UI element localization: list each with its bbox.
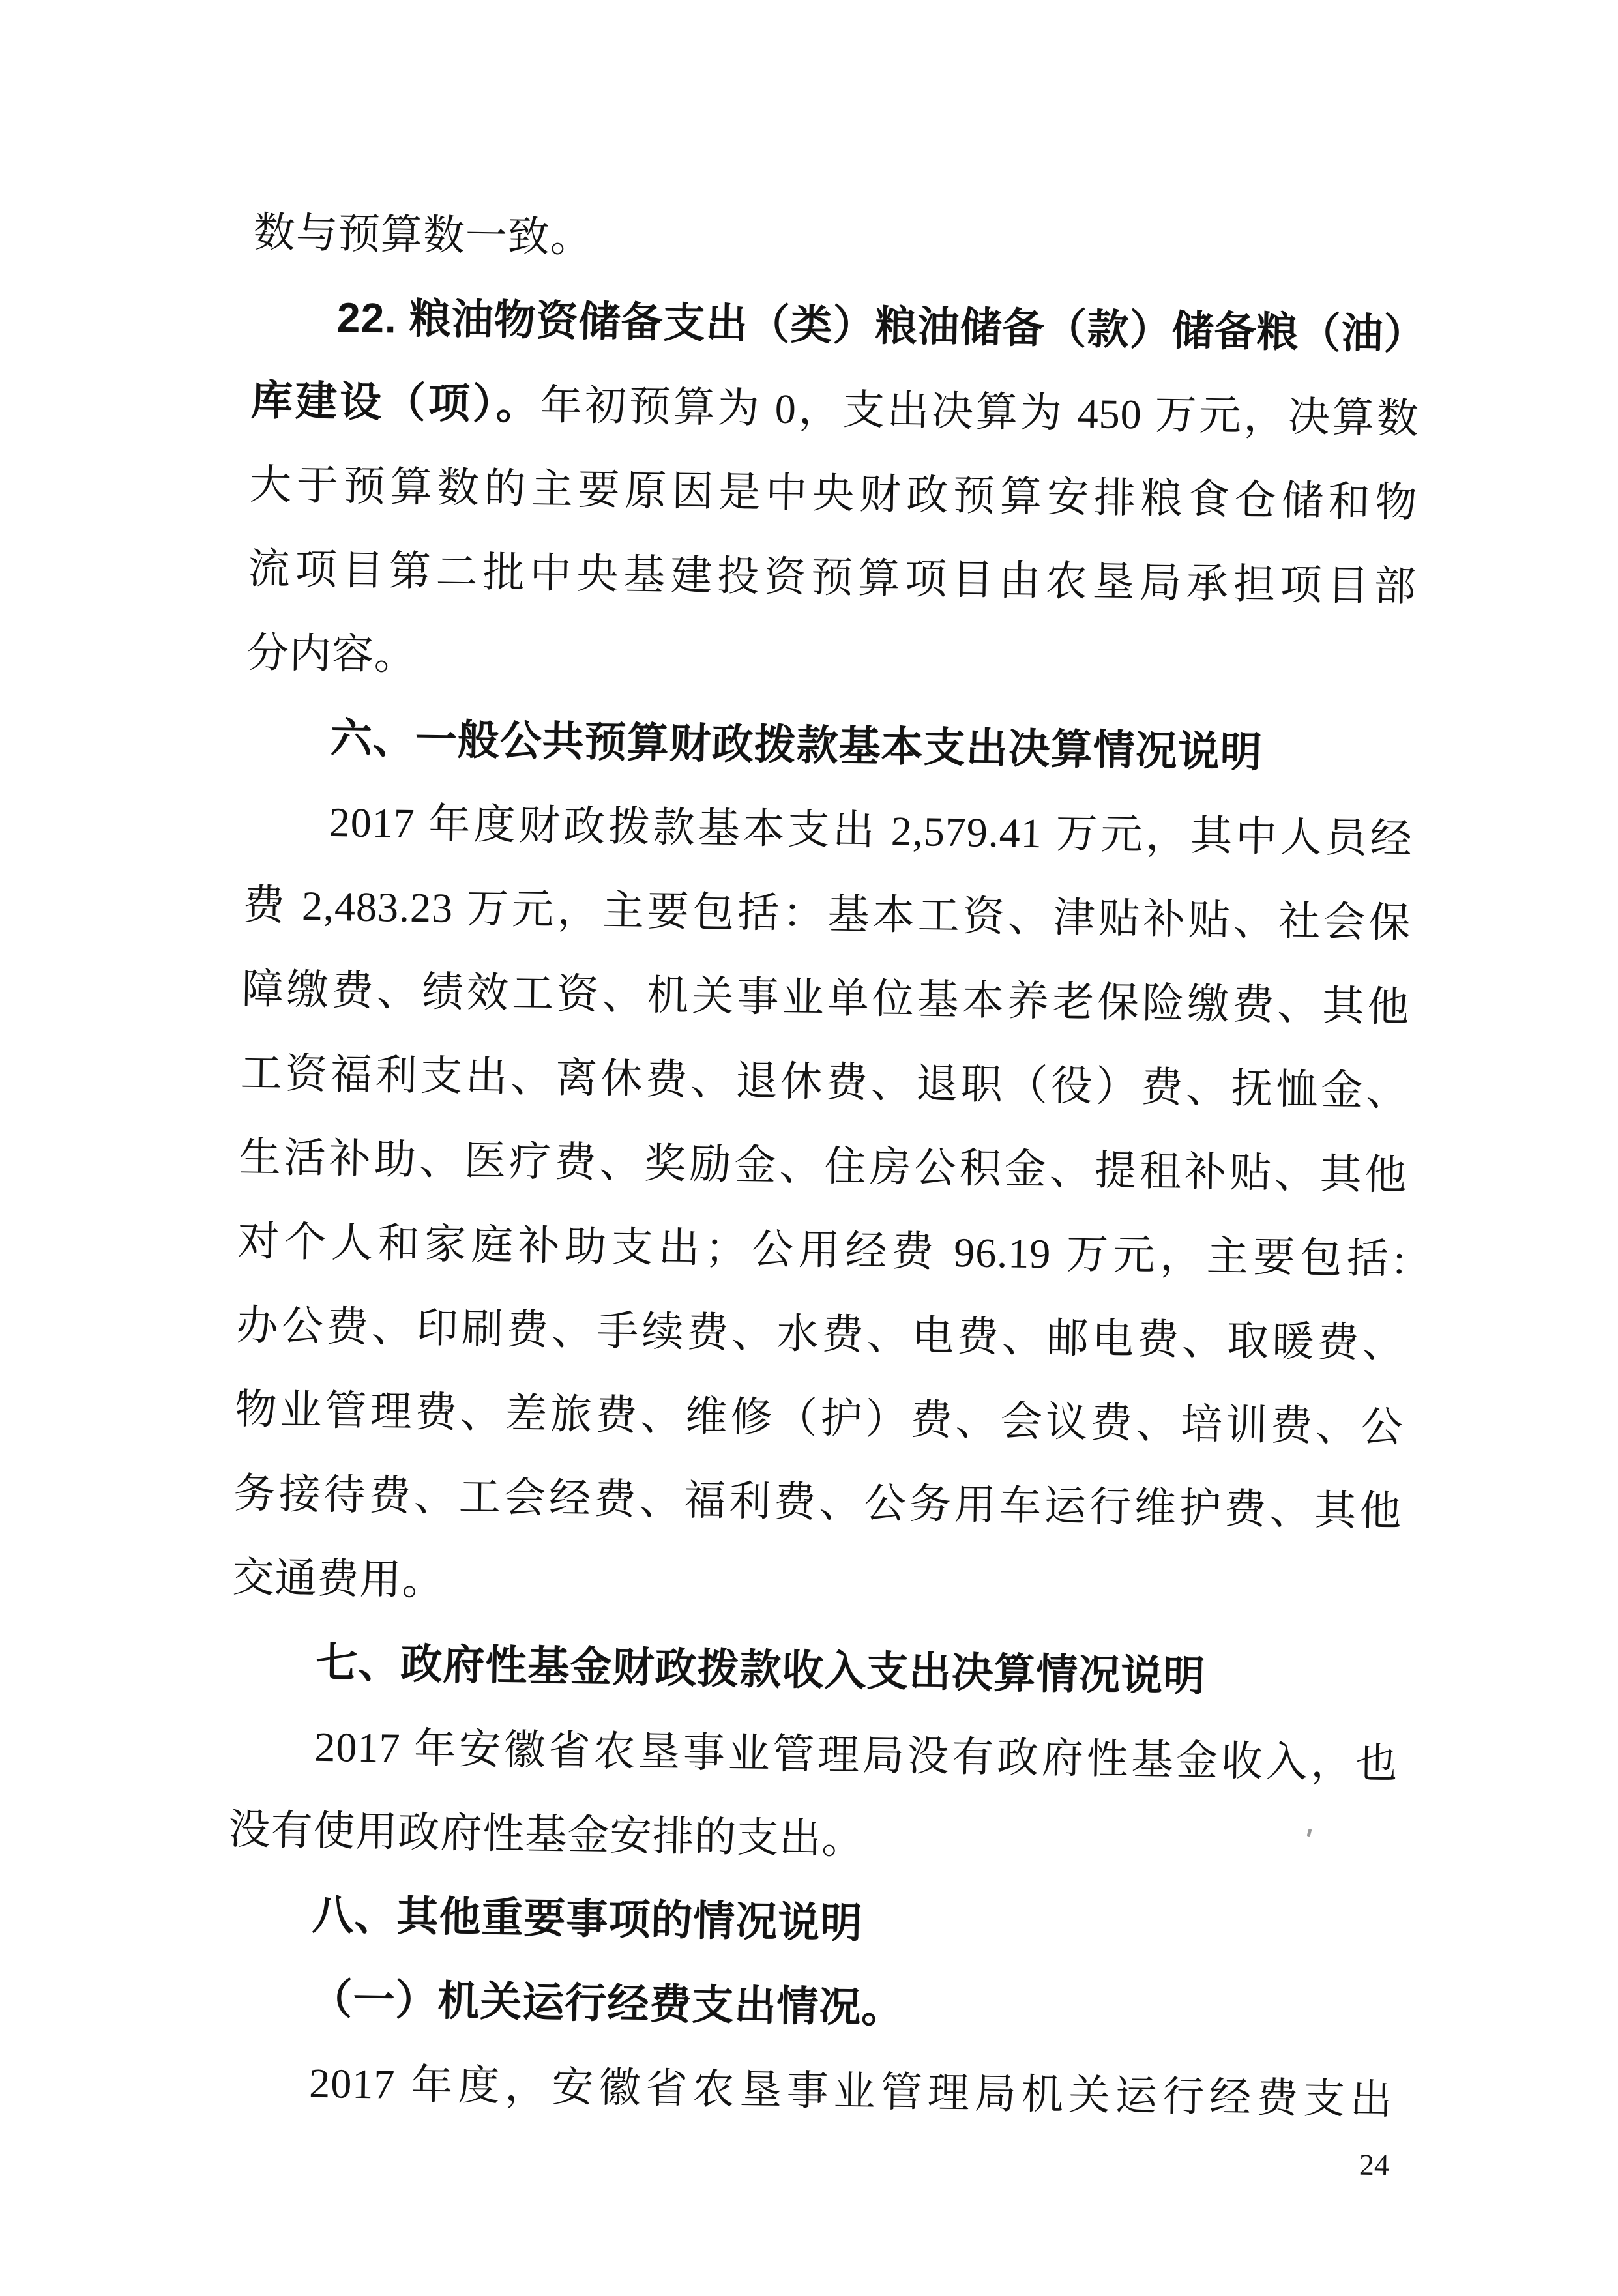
page-number: 24 (1359, 2147, 1390, 2182)
text-segment: 障缴费、绩效工资、机关事业单位基本养老保险缴费、其他 (241, 965, 1411, 1030)
text-segment: 工资福利支出、离休费、退休费、退职（役）费、抚恤金、 (240, 1049, 1409, 1114)
text-segment: 办公费、印刷费、手续费、水费、电费、邮电费、取暖费、 (236, 1301, 1405, 1367)
text-segment: 生活补助、医疗费、奖励金、住房公积金、提租补贴、其他 (239, 1133, 1408, 1199)
text-segment: 流项目第二批中央基建投资预算项目由农垦局承担项目部 (248, 545, 1417, 611)
text-segment: 对个人和家庭补助支出；公用经费 96.19 万元，主要包括: (237, 1217, 1407, 1283)
text-segment: 没有使用政府性基金安排的支出。 (228, 1806, 864, 1863)
bold-text-segment: 六、一般公共预算财政拨款基本支出决算情况说明 (330, 714, 1263, 776)
text-segment: 2017 年安徽省农垦事业管理局没有政府性基金收入，也 (314, 1723, 1398, 1787)
bold-text-segment: 22. 粮油物资储备支出（类）粮油储备（款）储备粮（油） (336, 294, 1427, 358)
text-segment: 2017 年度财政拨款基本支出 2,579.41 万元，其中人员经 (329, 798, 1413, 863)
text-segment: 年初预算为 0，支出决算为 450 万元，决算数 (540, 381, 1420, 443)
bold-text-segment: （一）机关运行经费支出情况。 (310, 1975, 904, 2031)
text-segment: 2017 年度，安徽省农垦事业管理局机关运行经费支出 (308, 2059, 1393, 2123)
text-segment: 费 2,483.23 万元，主要包括：基本工资、津贴补贴、社会保 (243, 881, 1412, 947)
text-segment: 交通费用。 (232, 1554, 445, 1604)
text-segment: 大于预算数的主要原因是中央财政预算安排粮食仓储和物 (249, 461, 1419, 527)
text-line (224, 2040, 1393, 2142)
bold-text-segment: 库建设（项）。 (250, 376, 541, 428)
bold-text-segment: 七、政府性基金财政拨款收入支出决算情况说明 (315, 1638, 1206, 1700)
text-segment: 数与预算数一致。 (253, 209, 593, 261)
text-segment: 物业管理费、差旅费、维修（护）费、会议费、培训费、公 (235, 1386, 1404, 1451)
text-segment: 务接待费、工会经费、福利费、公务用车运行维护费、其他 (233, 1470, 1402, 1535)
text-segment: 分内容。 (246, 629, 417, 678)
document-body (224, 190, 1427, 2142)
bold-text-segment: 八、其他重要事项的情况说明 (311, 1891, 863, 1947)
